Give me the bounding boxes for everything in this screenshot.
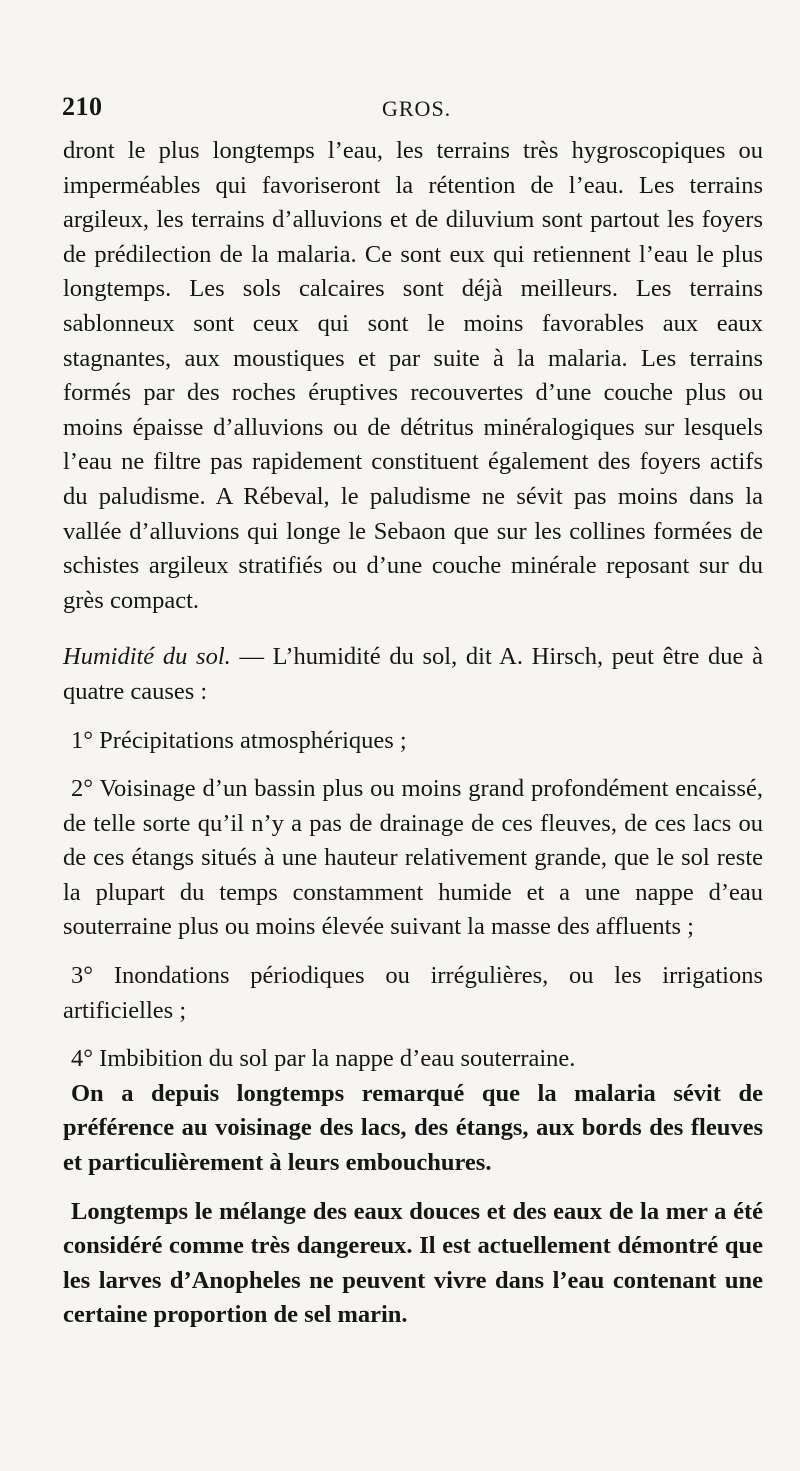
page-header bbox=[60, 92, 760, 132]
list-item-3: 3° Inondations périodiques ou irrégulières, ou les irrigations artificielles ; bbox=[63, 962, 763, 1024]
page-number: 210 bbox=[62, 92, 103, 121]
paragraph-salt-water: Longtemps le mélange des eaux douces et des eaux de la mer a été considéré comme très dangereux. Il est actuellement démontré que les larves d’Anopheles ne peuvent vivre dans l’eau contenant une certaine proportion de sel marin. bbox=[63, 1197, 763, 1329]
body-text bbox=[63, 134, 763, 1333]
list-item-1: 1° Précipitations atmosphériques ; bbox=[71, 726, 407, 754]
running-head: GROS. bbox=[382, 96, 452, 121]
paragraph-soil-humidity-text: — L’humidité du sol, dit A. Hirsch, peut être due à quatre causes : bbox=[63, 643, 763, 705]
list-item-2: 2° Voisinage d’un bassin plus ou moins grand profondément encaissé, de telle sorte qu’il n’y a pas de drainage de ces fleuves, de ces lacs ou de ces étangs situés à une hauteur relativement grande, que le sol reste la plupart du temps constamment humide et a une nappe d’eau souterraine plus ou moins élevée suivant la masse des affluents ; bbox=[63, 775, 763, 941]
paragraph-soil-types: dront le plus longtemps l’eau, les terrains très hygroscopiques ou imperméables qui favoriseront la rétention de l’eau. Les terrains argileux, les terrains d’alluvions et de diluvium sont partout les foyers de prédilection de la malaria. Ce sont eux qui retiennent l’eau le plus longtemps. Les sols calcaires sont déjà meilleurs. Les terrains sablonneux sont ceux qui sont le moins favorables aux eaux stagnantes, aux moustiques et par suite à la malaria. Les terrains formés par des roches éruptives recouvertes d’une couche plus ou moins épaisse d’alluvions ou de détritus minéralogiques sur lesquels l’eau ne filtre pas rapidement constituent également des foyers actifs du paludisme. A Rébeval, le paludisme ne sévit pas moins dans la vallée d’alluvions qui longe le Sebaon que sur les collines formées de schistes argileux stratifiés ou d’une couche minérale reposant sur du grès compact. bbox=[63, 137, 763, 614]
paragraph-lakes-ponds: On a depuis longtemps remarqué que la malaria sévit de préférence au voisinage des lacs, des étangs, aux bords des fleuves et particulièrement à leurs embouchures. bbox=[63, 1079, 763, 1177]
section-title-italic: Humidité du sol. bbox=[63, 643, 231, 671]
list-item-4: 4° Imbibition du sol par la nappe d’eau souterraine. bbox=[71, 1045, 576, 1073]
paragraph-soil-humidity bbox=[63, 640, 763, 709]
